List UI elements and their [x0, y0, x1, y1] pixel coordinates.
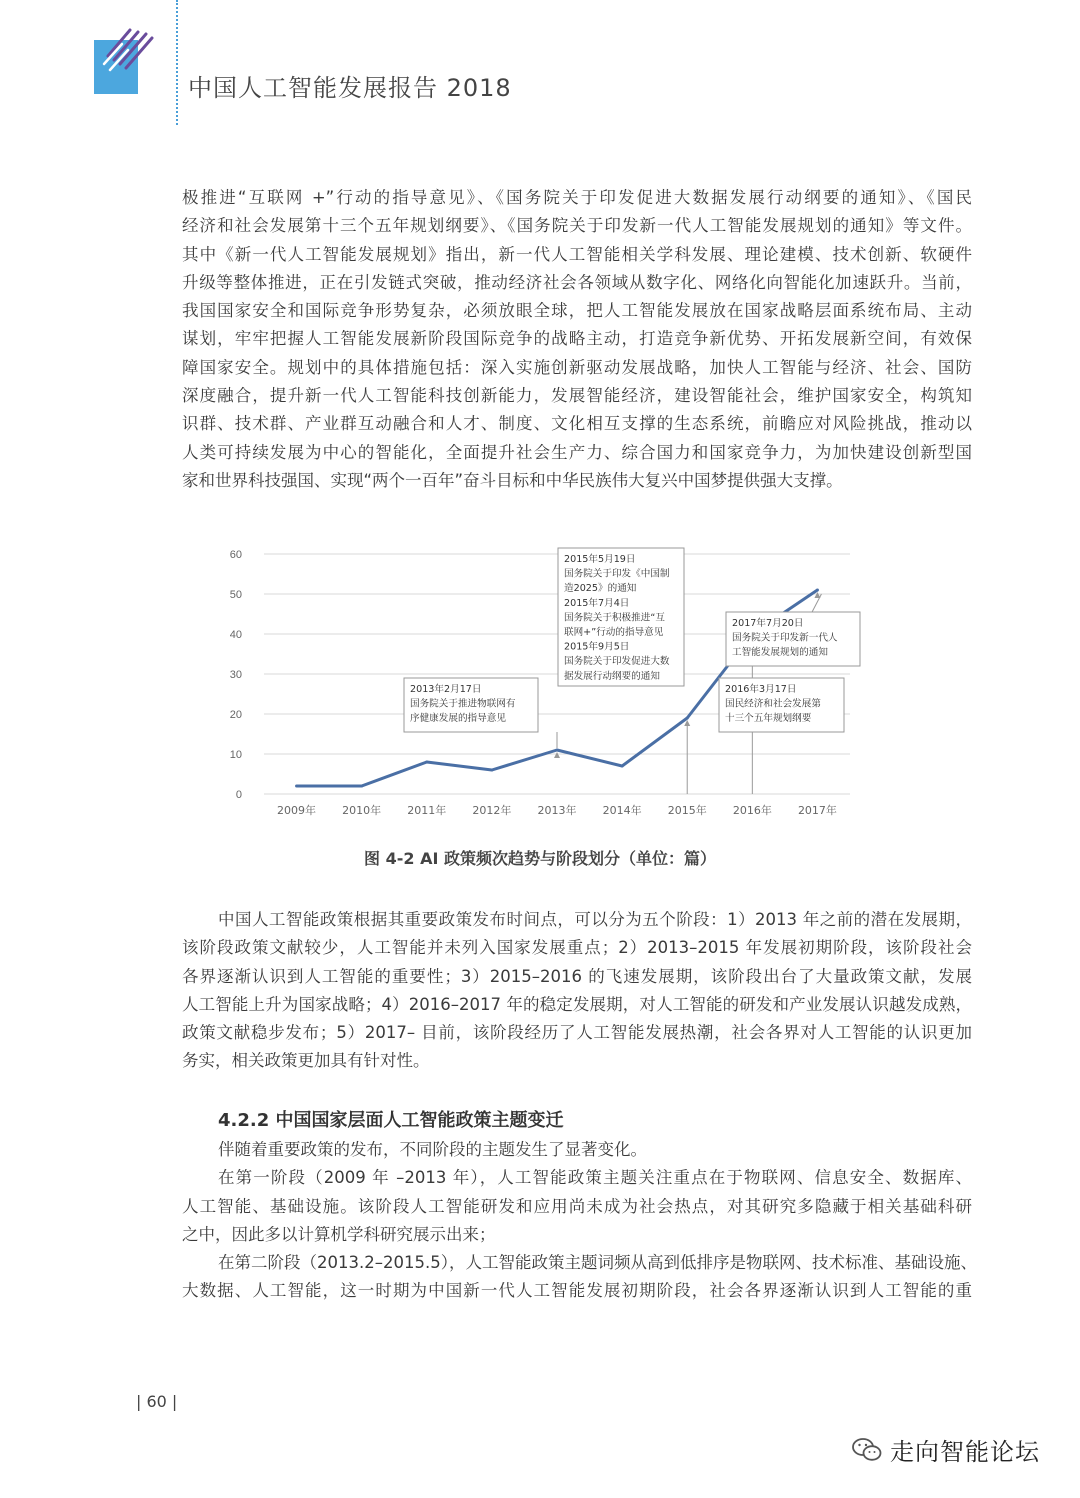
y-tick-label: 20: [229, 709, 242, 721]
header-divider-line: [176, 0, 178, 125]
x-tick-label: 2010年: [342, 804, 382, 817]
y-tick-label: 50: [229, 589, 242, 601]
x-tick-label: 2012年: [472, 804, 512, 817]
body-paragraph-2: [182, 906, 972, 1076]
paragraph-line: 经济和社会发展第十三个五年规划纲要》、《国务院关于印发新一代人工智能发展规划的通知》等文件。: [182, 216, 972, 236]
annotation-text: 2017年7月20日: [732, 618, 804, 629]
paragraph-line: 极推进“互联网 +”行动的指导意见》、《国务院关于印发促进大数据发展行动纲要的通知》、《国民: [182, 188, 972, 207]
annotation-text: 国民经济和社会发展第: [725, 698, 821, 710]
paragraph-line: 人工智能、基础设施。该阶段人工智能研发和应用尚未成为社会热点，对其研究多隐藏于相关基础科研: [182, 1196, 972, 1216]
paragraph-line: 障国家安全。规划中的具体措施包括：深入实施创新驱动发展战略，加快人工智能与经济、社会、国防: [182, 357, 972, 377]
annotation-text: 国务院关于印发《中国制: [564, 568, 670, 580]
section-heading: 4.2.2 中国国家层面人工智能政策主题变迁: [218, 1110, 564, 1131]
y-tick-label: 60: [229, 549, 242, 561]
report-title: 中国人工智能发展报告 2018: [188, 74, 512, 102]
annotation-text: 2016年3月17日: [725, 684, 797, 695]
x-tick-label: 2015年: [667, 804, 707, 817]
annotation-text: 2015年5月19日: [564, 554, 636, 565]
paragraph-line: 伴随着重要政策的发布，不同阶段的主题发生了显著变化。: [218, 1140, 647, 1159]
paragraph-line: 识群、技术群、产业群互动融合和人才、制度、文化相互支撑的生态系统，前瞻应对风险挑战，推动以: [182, 414, 972, 434]
annotation-text: 造2025》的通知: [564, 583, 637, 595]
data-point: [490, 769, 493, 772]
data-point: [295, 785, 298, 788]
paragraph-line: 大数据、人工智能，这一时期为中国新一代人工智能发展初期阶段，社会各界逐渐认识到人工智能的重: [182, 1281, 972, 1301]
annotation-text: 工智能发展规划的通知: [732, 647, 828, 659]
paragraph-line: 之中，因此多以计算机学科研究展示出来；: [182, 1224, 496, 1244]
x-tick-label: 2011年: [407, 804, 447, 817]
paragraph-line: 其中《新一代人工智能发展规划》指出，新一代人工智能相关学科发展、理论建模、技术创新、软硬件: [182, 244, 972, 264]
annotation-text: 2015年9月5日: [564, 641, 630, 653]
annotation-text: 联网+”行动的指导意见: [564, 627, 664, 638]
data-point: [621, 765, 624, 768]
annotation-text: 2015年7月4日: [564, 597, 630, 609]
x-tick-label: 2016年: [732, 804, 772, 817]
data-point: [360, 785, 363, 788]
y-tick-label: 30: [229, 669, 242, 681]
y-tick-label: 0: [235, 789, 242, 801]
body-paragraph-3: [182, 1136, 977, 1306]
figure-caption: 图 4-2 AI 政策频次趋势与阶段划分（单位：篇）: [364, 849, 716, 868]
x-tick-label: 2017年: [797, 804, 837, 817]
annotation-text: 国务院关于印发促进大数: [564, 656, 670, 668]
x-tick-label: 2009年: [277, 804, 317, 817]
data-point: [556, 749, 559, 752]
annotation-text: 据发展行动纲要的通知: [564, 670, 660, 682]
x-tick-label: 2013年: [537, 804, 577, 817]
annotation-text: 国务院关于印发新一代人: [732, 632, 838, 644]
wechat-watermark: [852, 1432, 1040, 1467]
annotation-text: 十三个五年规划纲要: [725, 713, 812, 725]
paragraph-line: 政策文献稳步发布；5）2017– 目前，该阶段经历了人工智能发展热潮，社会各界对人工智能的认识更加: [182, 1023, 972, 1043]
paragraph-line: 我国国家安全和国际竞争形势复杂，必须放眼全球，把人工智能发展放在国家战略层面系统布局、主动: [182, 301, 972, 321]
data-point: [816, 589, 819, 592]
data-point: [425, 761, 428, 764]
wechat-icon: [852, 1437, 882, 1463]
annotation-text: 国务院关于推进物联网有: [410, 698, 516, 710]
annotation-text: 国务院关于积极推进“互: [564, 612, 665, 624]
annotation-text: 序健康发展的指导意见: [410, 713, 506, 725]
wechat-account-name: 走向智能论坛: [890, 1438, 1040, 1466]
data-point: [686, 717, 689, 720]
y-tick-label: 10: [229, 749, 242, 761]
paragraph-line: 各界逐渐认识到人工智能的重要性；3）2015–2016 的飞速发展期，该阶段出台了大量政策文献，发展: [182, 966, 972, 986]
paragraph-line: 人类可持续发展为中心的智能化，全面提升社会生产力、综合国力和国家竞争力，为加快建设创新型国: [182, 442, 972, 462]
paragraph-line: 中国人工智能政策根据其重要政策发布时间点，可以分为五个阶段：1）2013 年之前的潜在发展期，: [218, 910, 972, 929]
paragraph-line: 人工智能上升为国家战略；4）2016–2017 年的稳定发展期，对人工智能的研发和产业发展认识越发成熟，: [182, 994, 972, 1014]
annotation-text: 2013年2月17日: [410, 684, 482, 695]
report-logo: [94, 26, 156, 96]
paragraph-line: 该阶段政策文献较少，人工智能并未列入国家发展重点；2）2013–2015 年发展初期阶段，该阶段社会: [182, 938, 972, 958]
paragraph-line: 在第一阶段（2009 年 –2013 年），人工智能政策主题关注重点在于物联网、信息安全、数据库、: [218, 1168, 972, 1188]
annotation-arrowhead: [554, 752, 560, 758]
paragraph-line: 升级等整体推进，正在引发链式突破，推动经济社会各领域从数字化、网络化向智能化加速跃升。当前，: [182, 272, 972, 292]
page-number: | 60 |: [136, 1392, 178, 1411]
x-tick-label: 2014年: [602, 804, 642, 817]
paragraph-line: 谋划，牢牢把握人工智能发展新阶段国际竞争的战略主动，打造竞争新优势、开拓发展新空间，有效保: [182, 329, 972, 349]
paragraph-line: 务实，相关政策更加具有针对性。: [182, 1051, 430, 1071]
paragraph-line: 深度融合，提升新一代人工智能科技创新能力，发展智能经济，建设智能社会，维护国家安全，构筑知: [182, 386, 972, 406]
y-tick-label: 40: [229, 629, 242, 641]
body-paragraph-1: [182, 184, 972, 495]
paragraph-line: 家和世界科技强国、实现“两个一百年”奋斗目标和中华民族伟大复兴中国梦提供强大支撑。: [182, 470, 843, 490]
paragraph-line: 在第二阶段（2013.2–2015.5），人工智能政策主题词频从高到低排序是物联网、技术标准、基础设施、: [218, 1253, 977, 1273]
policy-frequency-line-chart: [222, 540, 862, 830]
